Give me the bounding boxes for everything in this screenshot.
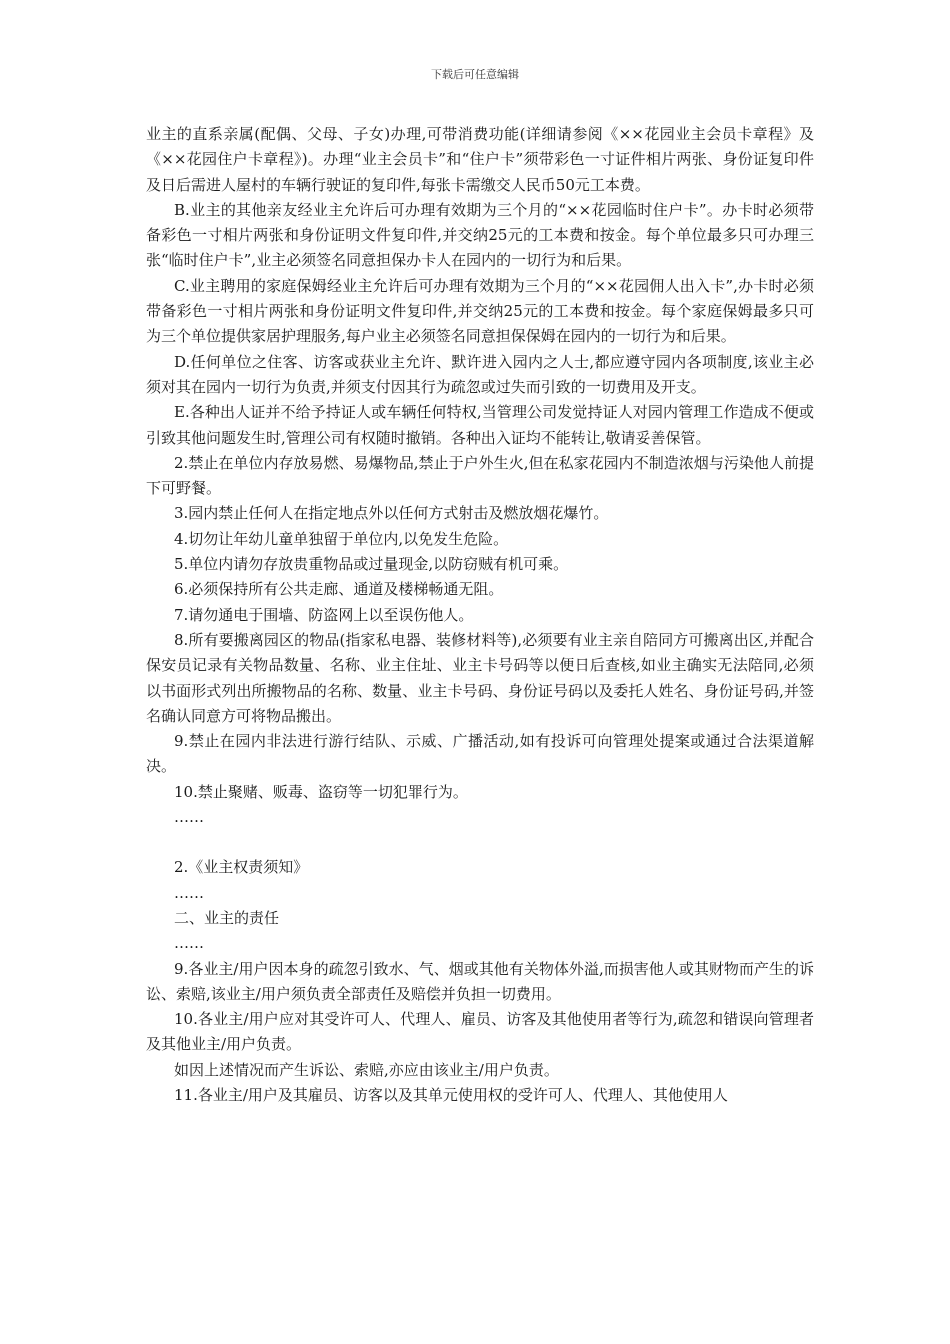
page-header: 下载后可任意编辑 <box>431 68 519 81</box>
section-heading: 二、业主的责任 <box>174 908 280 927</box>
paragraph: 5.单位内请勿存放贵重物品或过量现金,以防窃贼有机可乘。 <box>174 555 569 574</box>
ellipsis: …… <box>174 934 204 953</box>
paragraph: 11.各业主/用户及其雇员、访客以及其单元使用权的受许可人、代理人、其他使用人 <box>174 1085 728 1104</box>
section-heading: 2.《业主权责须知》 <box>174 858 309 877</box>
paragraph: B.业主的其他亲友经业主允许后可办理有效期为三个月的“××花园临时住户卡”。办卡时必须带备彩色一寸相片两张和身份证明文件复印件,并交纳25元的工本费和按金。每个单位最多只可办理三张“临时住户卡”,业主必须签名同意担保办卡人在园内的一切行为和后果。 <box>146 200 814 270</box>
paragraph: 7.请勿通电于围墙、防盗网上以至误伤他人。 <box>174 605 474 624</box>
paragraph: C.业主聘用的家庭保姆经业主允许后可办理有效期为三个月的“××花园佣人出入卡”,办卡时必须带备彩色一寸相片两张和身份证明文件复印件,并交纳25元的工本费和按金。每个家庭保姆最多只可为三个单位提供家居护理服务,每户业主必须签名同意担保保姆在园内的一切行为和后果。 <box>146 276 814 346</box>
paragraph: D.任何单位之住客、访客或获业主允许、默许进入园内之人士,都应遵守园内各项制度,该业主必须对其在园内一切行为负责,并须支付因其行为疏忽或过失而引致的一切费用及开支。 <box>146 352 814 396</box>
paragraph: 8.所有要搬离园区的物品(指家私电器、装修材料等),必须要有业主亲自陪同方可搬离出区,并配合保安员记录有关物品数量、名称、业主住址、业主卡号码等以便日后查核,如业主确实无法陪同,必须以书面形式列出所搬物品的名称、数量、业主卡号码、身份证号码以及委托人姓名、身份证号码,并签名确认同意方可将物品搬出。 <box>146 630 814 725</box>
paragraph: 10.各业主/用户应对其受许可人、代理人、雇员、访客及其他使用者等行为,疏忽和错误向管理者及其他业主/用户负责。 <box>146 1010 814 1054</box>
ellipsis: …… <box>174 883 204 902</box>
document-body <box>146 122 814 1108</box>
paragraph: 3.园内禁止任何人在指定地点外以任何方式射击及燃放烟花爆竹。 <box>174 504 609 523</box>
paragraph: E.各种出人证并不给予持证人或车辆任何特权,当管理公司发觉持证人对园内管理工作造成不便或引致其他问题发生时,管理公司有权随时撤销。各种出入证均不能转让,敬请妥善保管。 <box>146 403 814 447</box>
paragraph: 9.各业主/用户因本身的疏忽引致水、气、烟或其他有关物体外溢,而损害他人或其财物而产生的诉讼、索赔,该业主/用户须负责全部责任及赔偿并负担一切费用。 <box>146 959 814 1003</box>
paragraph: 9.禁止在园内非法进行游行结队、示威、广播活动,如有投诉可向管理处提案或通过合法渠道解决。 <box>146 732 814 776</box>
paragraph: 2.禁止在单位内存放易燃、易爆物品,禁止于户外生火,但在私家花园内不制造浓烟与污染他人前提下可野餐。 <box>146 453 814 498</box>
paragraph: 6.必须保持所有公共走廊、通道及楼梯畅通无阻。 <box>174 580 504 599</box>
paragraph: 4.切勿让年幼儿童单独留于单位内,以免发生危险。 <box>174 529 509 548</box>
paragraph: 如因上述情况而产生诉讼、索赔,亦应由该业主/用户负责。 <box>174 1060 559 1079</box>
paragraph: 业主的直系亲属(配偶、父母、子女)办理,可带消费功能(详细请参阅《××花园业主会员卡章程》及《××花园住户卡章程》)。办理“业主会员卡”和“住户卡”须带彩色一寸证件相片两张、身份证复印件及日后需进人屋村的车辆行驶证的复印件,每张卡需缴交人民币50元工本费。 <box>146 125 814 194</box>
ellipsis: …… <box>174 808 204 827</box>
paragraph: 10.禁止聚赌、贩毒、盗窃等一切犯罪行为。 <box>174 782 468 801</box>
